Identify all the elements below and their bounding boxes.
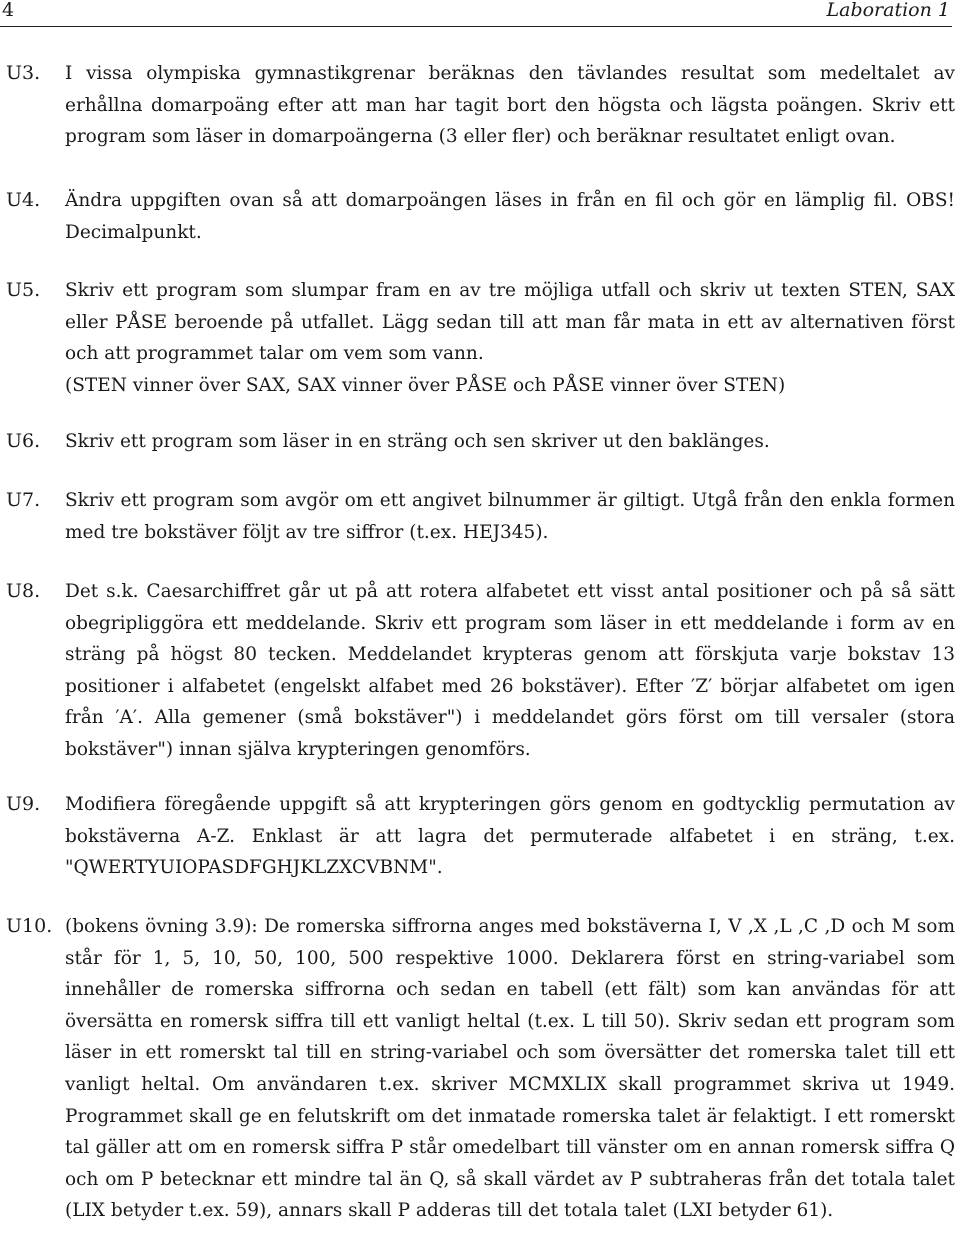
page-header [0,0,952,27]
exercise-text [65,485,955,548]
exercise-label: U4. [6,189,41,211]
exercise-paragraph: (STEN vinner över SAX, SAX vinner över PÅSE och PÅSE vinner över STEN) [65,374,786,396]
exercise-paragraph: I vissa olympiska gymnastikgrenar beräknas den tävlandes resultat som medeltalet av erhållna domarpoäng efter att man har tagit bort den högsta och lägsta poängen. Skriv ett program som läser in domarpoängerna (3 eller fler) och beräknar resultatet enligt ovan. [65,63,955,148]
exercise-paragraph: Skriv ett program som slumpar fram en av tre möjliga utfall och skriv ut texten STEN, SAX eller PÅSE beroende på utfallet. Lägg sedan till att man får mata in ett av alternativen först och att programmet talar om vem som vann. [65,280,955,365]
exercise-label: U9. [6,793,41,815]
exercise-text [65,789,955,884]
exercise-paragraph: Skriv ett program som avgör om ett angivet bilnummer är giltigt. Utgå från den enkla formen med tre bokstäver följt av tre siffror (t.ex. HEJ345). [65,490,955,543]
page-number: 4 [2,0,15,21]
exercise-text [65,911,955,1227]
exercise-text [65,576,955,766]
running-title: Laboration 1 [826,0,950,21]
exercise-label: U8. [6,580,41,602]
exercise-label: U5. [6,279,41,301]
exercise-paragraph: Det s.k. Caesarchiffret går ut på att rotera alfabetet ett visst antal positioner och på så sätt obegripliggöra ett meddelande. Skriv ett program som läser in ett meddelande i form av en sträng på högst 80 tecken. Meddelandet krypteras genom att förskjuta varje bokstav 13 positioner i alfabetet (engelskt alfabet med 26 bokstäver). Efter ′Z′ börjar alfabetet om igen från ′A′. Alla gemener (små bokstäver") i meddelandet görs först om till versaler (stora bokstäver") innan själva krypteringen genomförs. [65,581,955,760]
exercise-paragraph: Ändra uppgiften ovan så att domarpoängen läses in från en fil och gör en lämplig fil. OBS! Decimalpunkt. [65,190,955,243]
exercise-label: U3. [6,62,41,84]
exercise-label: U6. [6,430,41,452]
exercise-label: U7. [6,489,41,511]
exercise-paragraph: Modifiera föregående uppgift så att krypteringen görs genom en godtycklig permutation av bokstäverna A-Z. Enklast är att lagra det permuterade alfabetet i en sträng, t.ex. "QWERTYUIOPASDFGHJKLZXCVBNM". [65,794,955,879]
exercise-text [65,58,955,153]
exercise-paragraph: (bokens övning 3.9): De romerska siffrorna anges med bokstäverna I, V ,X ,L ,C ,D och M som står för 1, 5, 10, 50, 100, 500 respektive 1000. Deklarera först en string-variabel som innehåller de romerska siffrorna och sedan en tabell (ett fält) som kan användas för att översätta en romersk siffra till ett vanligt heltal (t.ex. L till 50). Skriv sedan ett program som läser in ett romerskt tal till en string-variabel och som översätter det romerska talet till ett vanligt heltal. Om användaren t.ex. skriver MCMXLIX skall programmet skriva ut 1949. Programmet skall ge en felutskrift om det inmatade romerska talet är felaktigt. I ett romerskt tal gäller att om en romersk siffra P står omedelbart till vänster om en annan romersk siffra Q och om P betecknar ett mindre tal än Q, så skall värdet av P subtraheras från det totala talet (LIX betyder t.ex. 59), annars skall P adderas till det totala talet (LXI betyder 61). [65,916,955,1222]
exercise-text [65,426,955,458]
exercise-paragraph: Skriv ett program som läser in en sträng och sen skriver ut den baklänges. [65,431,770,452]
exercise-label: U10. [6,915,53,937]
exercise-text [65,275,955,401]
exercise-text [65,185,955,248]
